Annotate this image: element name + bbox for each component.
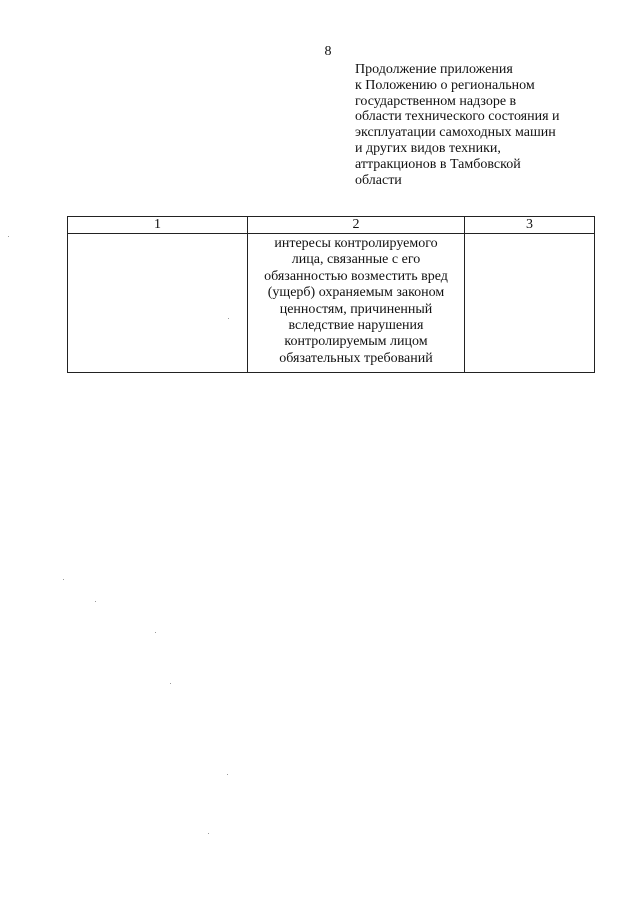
appendix-header-line: аттракционов в Тамбовской — [355, 156, 521, 172]
cell-text-line: вследствие нарушения — [288, 318, 424, 334]
table-header-row — [68, 217, 595, 234]
cell-text-line: лица, связанные с его — [291, 252, 421, 268]
appendix-header-line: государственном надзоре в — [355, 93, 517, 109]
appendix-header-line: области технического состояния и — [355, 109, 560, 125]
column-header-2: 2 — [248, 217, 465, 234]
appendix-header-line: эксплуатации самоходных машин — [355, 125, 556, 141]
scan-speck — [228, 318, 229, 319]
scan-speck — [63, 579, 64, 580]
page-number: 8 — [324, 44, 332, 59]
cell-text-line: обязанностью возместить вред — [264, 268, 448, 284]
appendix-table — [67, 216, 595, 373]
table-cell-col2 — [248, 234, 465, 373]
appendix-header-line: к Положению о региональном — [355, 77, 535, 93]
scan-speck — [227, 774, 228, 775]
cell-text-line: ценностям, причиненный — [279, 301, 433, 317]
table-cell-col3 — [465, 234, 595, 373]
scan-speck — [8, 236, 9, 237]
scan-speck — [170, 683, 171, 684]
appendix-header — [355, 62, 595, 188]
table-row — [68, 234, 595, 373]
column-header-1: 1 — [68, 217, 248, 234]
appendix-header-line: области — [355, 172, 402, 188]
scan-speck — [208, 833, 209, 834]
cell-text-line: интересы контролируемого — [274, 236, 438, 251]
table-cell-col1 — [68, 234, 248, 373]
cell-text-line: (ущерб) охраняемым законом — [267, 285, 445, 301]
appendix-header-line: и других видов техники, — [355, 140, 501, 156]
cell-text-line: обязательных требований — [279, 350, 433, 366]
appendix-header-line: Продолжение приложения — [355, 62, 513, 77]
cell-text-line: контролируемым лицом — [284, 334, 428, 350]
scan-speck — [155, 632, 156, 633]
scan-speck — [95, 601, 96, 602]
column-header-3: 3 — [465, 217, 595, 234]
